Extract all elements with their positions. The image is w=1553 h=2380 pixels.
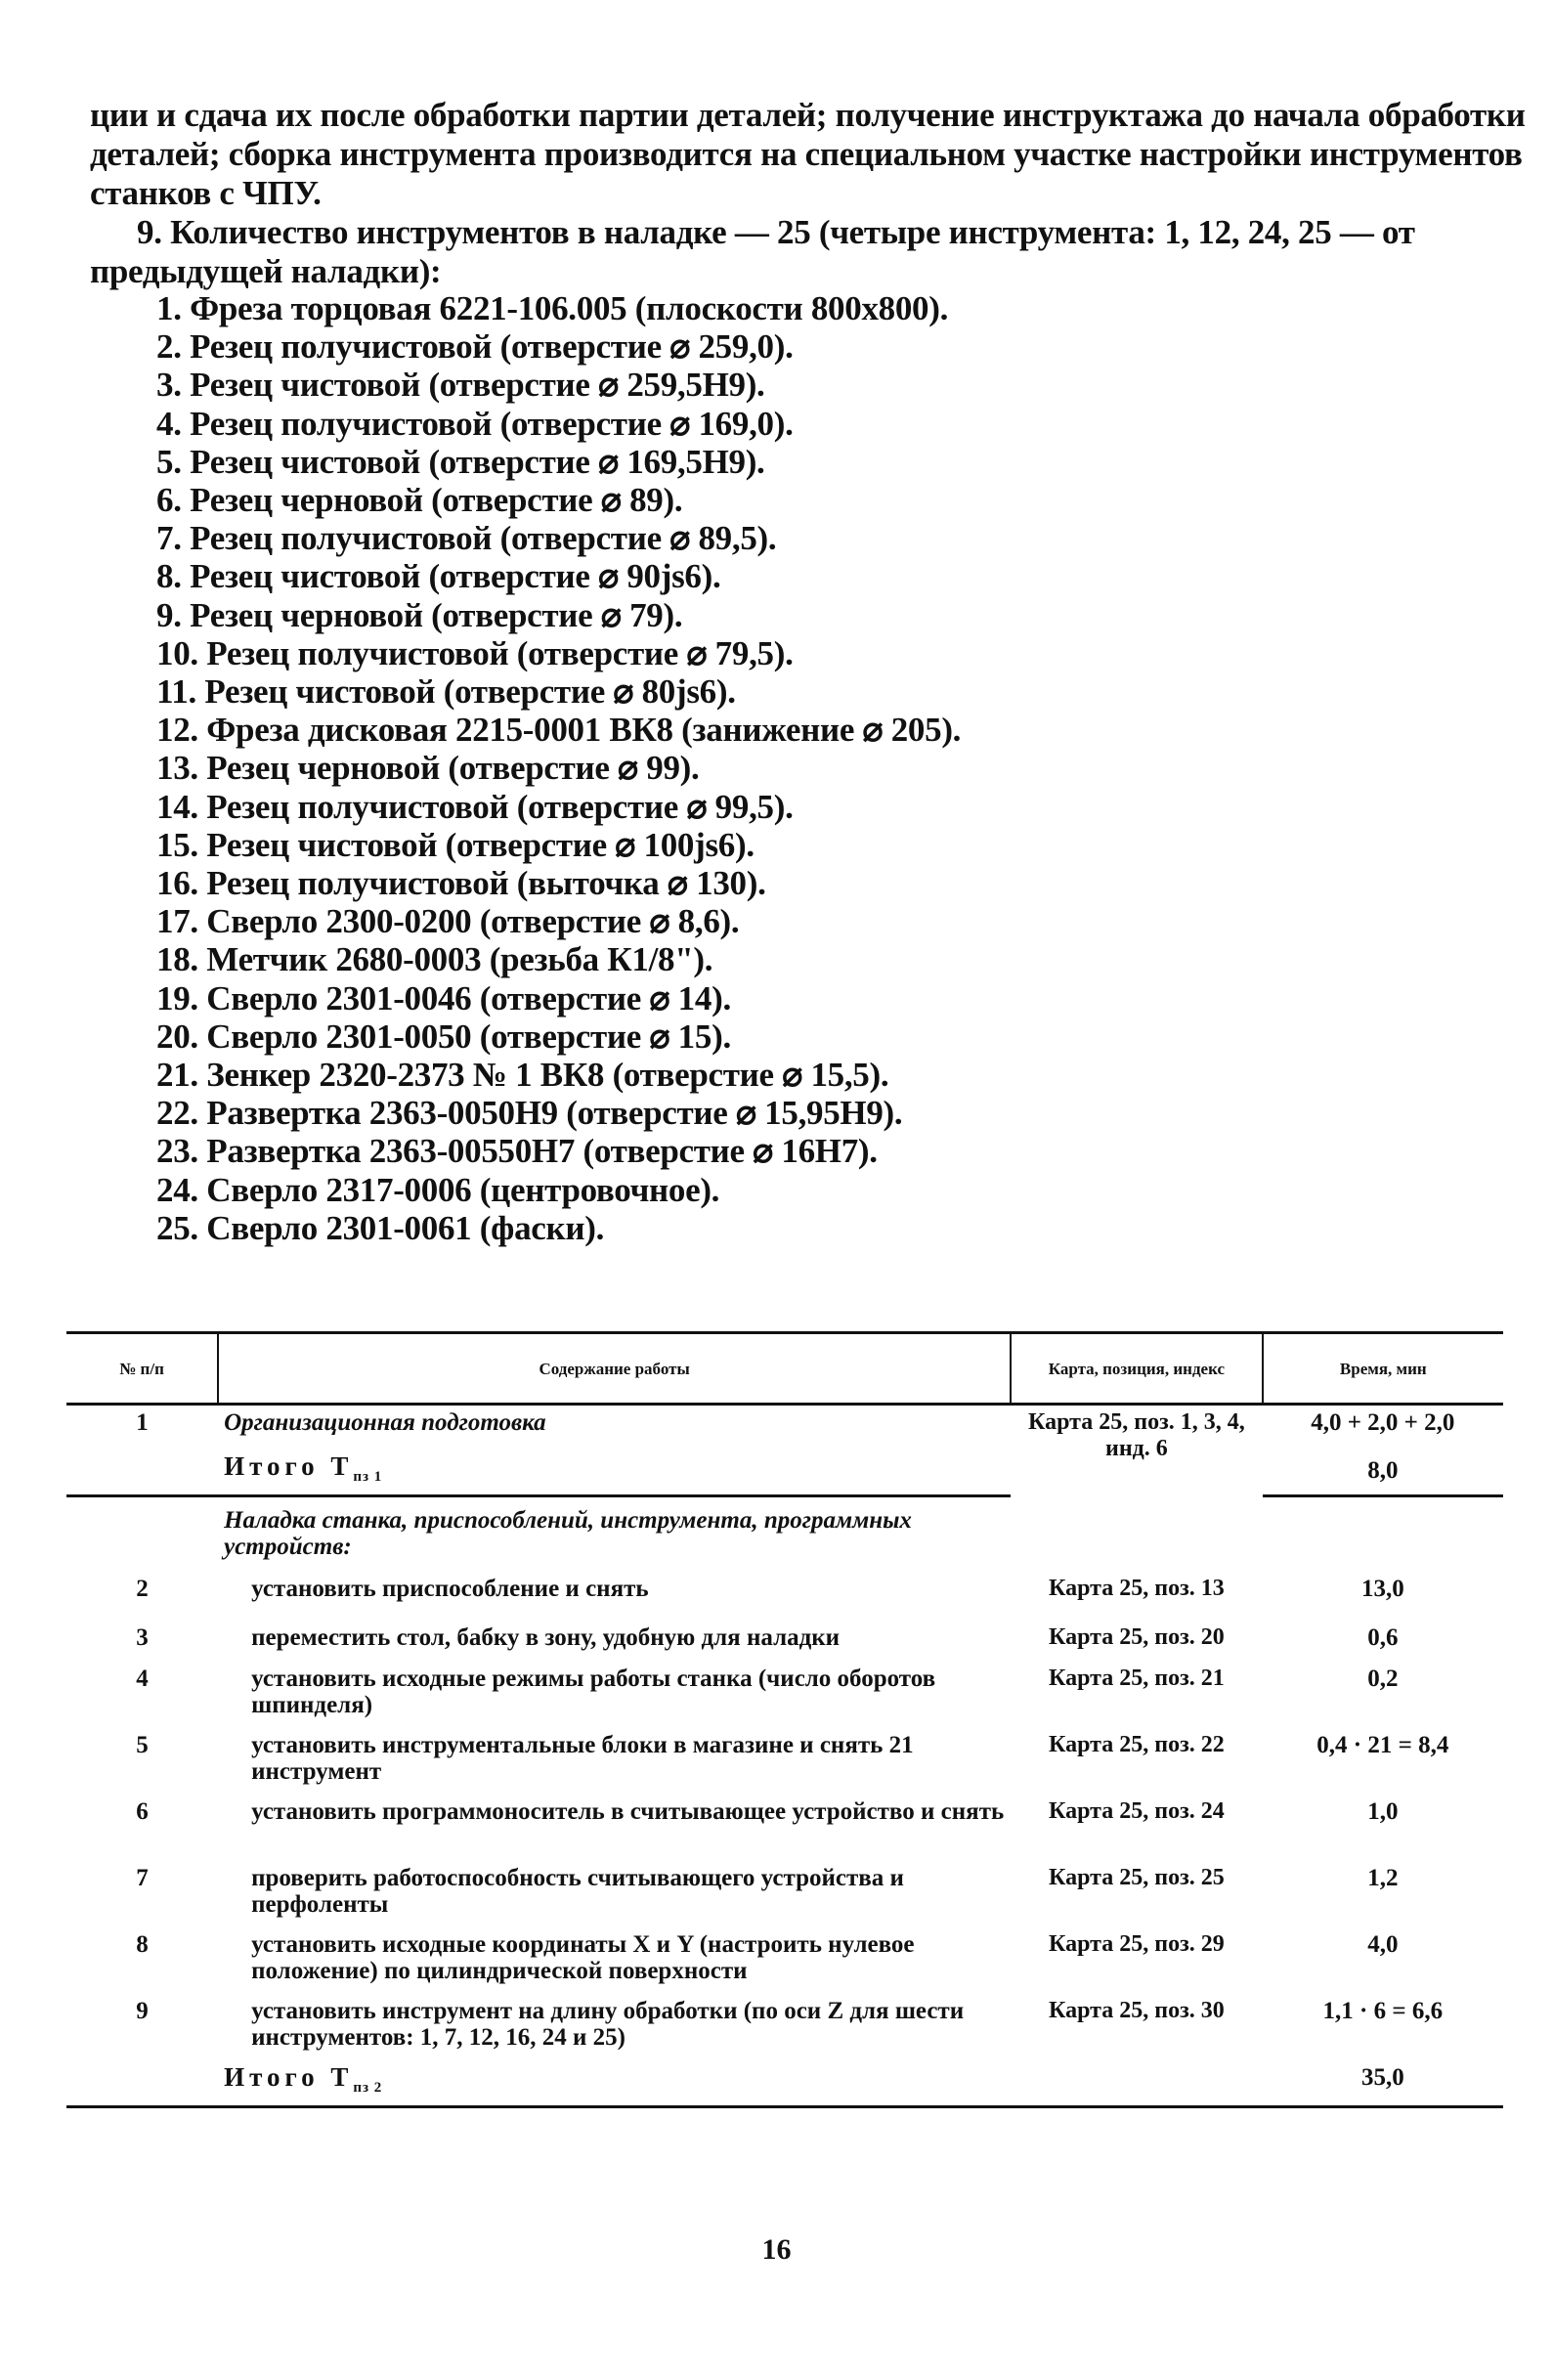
tool-list [156,289,961,1247]
tool-item: 13. Резец черновой (отверстие ⌀ 99). [156,749,700,788]
row-num: 2 [136,1576,149,1602]
row-content: проверить работоспособность считывающего устройства и перфоленты [251,1865,904,1918]
row-content: установить инструментальные блоки в магазине и снять 21 инструмент [251,1732,914,1785]
page-number: 16 [761,2233,792,2266]
tool-item: 11. Резец чистовой (отверстие ⌀ 80js6). [156,672,736,712]
tool-item: 5. Резец чистовой (отверстие ⌀ 169,5H9). [156,442,765,481]
row-num: 9 [136,1998,149,2024]
section-row [66,1496,1503,1573]
row-content: установить приспособление и снять [251,1576,649,1602]
table-header-row [66,1333,1503,1405]
tool-item: 9. Резец черновой (отверстие ⌀ 79). [156,595,683,634]
tool-item: 18. Метчик 2680-0003 (резьба К1/8"). [156,940,713,979]
tool-item: 1. Фреза торцовая 6221-106.005 (плоскости 800x800). [156,289,949,327]
row-num: 8 [136,1931,149,1958]
tool-item: 14. Резец получистовой (отверстие ⌀ 99,5). [156,787,794,826]
row-card: Карта 25, поз. 25 [1049,1865,1225,1890]
total-time: 35,0 [1263,2060,1503,2107]
row-num: 7 [136,1865,149,1891]
row-time: 1,0 [1367,1798,1399,1825]
row-time: 4,0 + 2,0 + 2,0 [1311,1409,1455,1436]
tool-item: 19. Сверло 2301-0046 (отверстие ⌀ 14). [156,978,731,1017]
intro-continuation: ции и сдача их после обработки партии деталей; получение инструктажа до начала обработки деталей; сборка инструмента производится на специальном участке настройки инструментов станков с ЧПУ. [90,96,1526,212]
total-row-2 [66,2060,1503,2107]
row-content: установить исходные режимы работы станка (число оборотов шпинделя) [251,1666,936,1718]
row-card: Карта 25, поз. 24 [1049,1798,1225,1824]
tool-item: 20. Сверло 2301-0050 (отверстие ⌀ 15). [156,1017,731,1056]
tool-item: 3. Резец чистовой (отверстие ⌀ 259,5H9). [156,366,765,405]
row-num: 3 [136,1624,149,1651]
tool-item: 6. Резец черновой (отверстие ⌀ 89). [156,481,683,520]
total-time: 8,0 [1263,1440,1503,1496]
row-time: 0,2 [1367,1666,1399,1692]
total-label: Итого $T_{пз 2}$ [218,2060,1011,2107]
table-row [66,1662,1503,1728]
table-row [66,1927,1503,1994]
row-card: Карта 25, поз. 22 [1049,1732,1225,1757]
tool-item: 21. Зенкер 2320-2373 № 1 ВК8 (отверстие ⌀ 15,5). [156,1056,889,1095]
tool-item: 22. Развертка 2363-0050H9 (отверстие ⌀ 15,95H9). [156,1094,903,1133]
tool-item: 25. Сверло 2301-0061 (фаски). [156,1208,605,1247]
row-content: установить программоноситель в считывающее устройство и снять [251,1798,1005,1825]
table-row [66,1621,1503,1662]
tool-item: 15. Резец чистовой (отверстие ⌀ 100js6). [156,825,755,864]
header-card: Карта, позиция, индекс [1011,1333,1263,1405]
table-row [66,1728,1503,1795]
table-row [66,1405,1503,1441]
total-label: Итого $T_{пз 1}$ [218,1440,1011,1496]
table-row [66,1795,1503,1861]
tool-item: 12. Фреза дисковая 2215-0001 ВК8 (занижение ⌀ 205). [156,711,962,750]
tool-item: 10. Резец получистовой (отверстие ⌀ 79,5). [156,633,794,672]
table-row [66,1994,1503,2060]
tool-item: 2. Резец получистовой (отверстие ⌀ 259,0). [156,327,794,367]
row-num: 4 [136,1666,149,1692]
row-time: 0,4 · 21 = 8,4 [1316,1732,1449,1758]
row-time: 13,0 [1360,1576,1404,1602]
work-time-table [66,1331,1503,2108]
header-num: № п/п [66,1333,218,1405]
total-row-1 [66,1440,1503,1496]
row-time: 4,0 [1367,1931,1399,1958]
row-content: переместить стол, бабку в зону, удобную для наладки [251,1624,841,1651]
tool-item: 16. Резец получистовой (выточка ⌀ 130). [156,864,766,903]
row-num: 6 [136,1798,149,1825]
row-num: 1 [136,1409,149,1436]
row-content: установить исходные координаты X и Y (настроить нулевое положение) по цилиндрической поверхности [251,1931,915,1984]
row-card: Карта 25, поз. 13 [1049,1576,1225,1601]
row-card: Карта 25, поз. 21 [1049,1666,1225,1691]
intro-text [90,96,1527,291]
row-time: 1,1 · 6 = 6,6 [1322,1998,1444,2024]
row-card: Карта 25, поз. 30 [1049,1998,1225,2023]
table-row [66,1861,1503,1927]
row-content: установить инструмент на длину обработки (по оси Z для шести инструментов: 1, 7, 12, 16, 24 и 25) [251,1998,965,2051]
header-content: Содержание работы [218,1333,1011,1405]
intro-item-9: 9. Количество инструментов в наладке — 25 (четыре инструмента: 1, 12, 24, 25 — от предыдущей наладки): [90,213,1415,290]
tool-item: 17. Сверло 2300-0200 (отверстие ⌀ 8,6). [156,902,740,941]
row-content: Организационная подготовка [224,1409,546,1436]
header-time: Время, мин [1263,1333,1503,1405]
tool-item: 24. Сверло 2317-0006 (центровочное). [156,1170,720,1209]
row-card: Карта 25, поз. 1, 3, 4, инд. 6 [1028,1409,1245,1461]
tool-item: 8. Резец чистовой (отверстие ⌀ 90js6). [156,557,721,596]
row-card: Карта 25, поз. 29 [1049,1931,1225,1957]
tool-item: 4. Резец получистовой (отверстие ⌀ 169,0). [156,404,794,443]
tool-item: 23. Развертка 2363-00550H7 (отверстие ⌀ 16H7). [156,1132,878,1171]
section-title: Наладка станка, приспособлений, инструмента, программных устройств: [224,1507,912,1560]
row-time: 1,2 [1367,1865,1399,1891]
tool-item: 7. Резец получистовой (отверстие ⌀ 89,5). [156,519,777,558]
table-row [66,1572,1503,1621]
row-card: Карта 25, поз. 20 [1049,1624,1225,1650]
row-num: 5 [136,1732,149,1758]
row-time: 0,6 [1367,1624,1399,1651]
